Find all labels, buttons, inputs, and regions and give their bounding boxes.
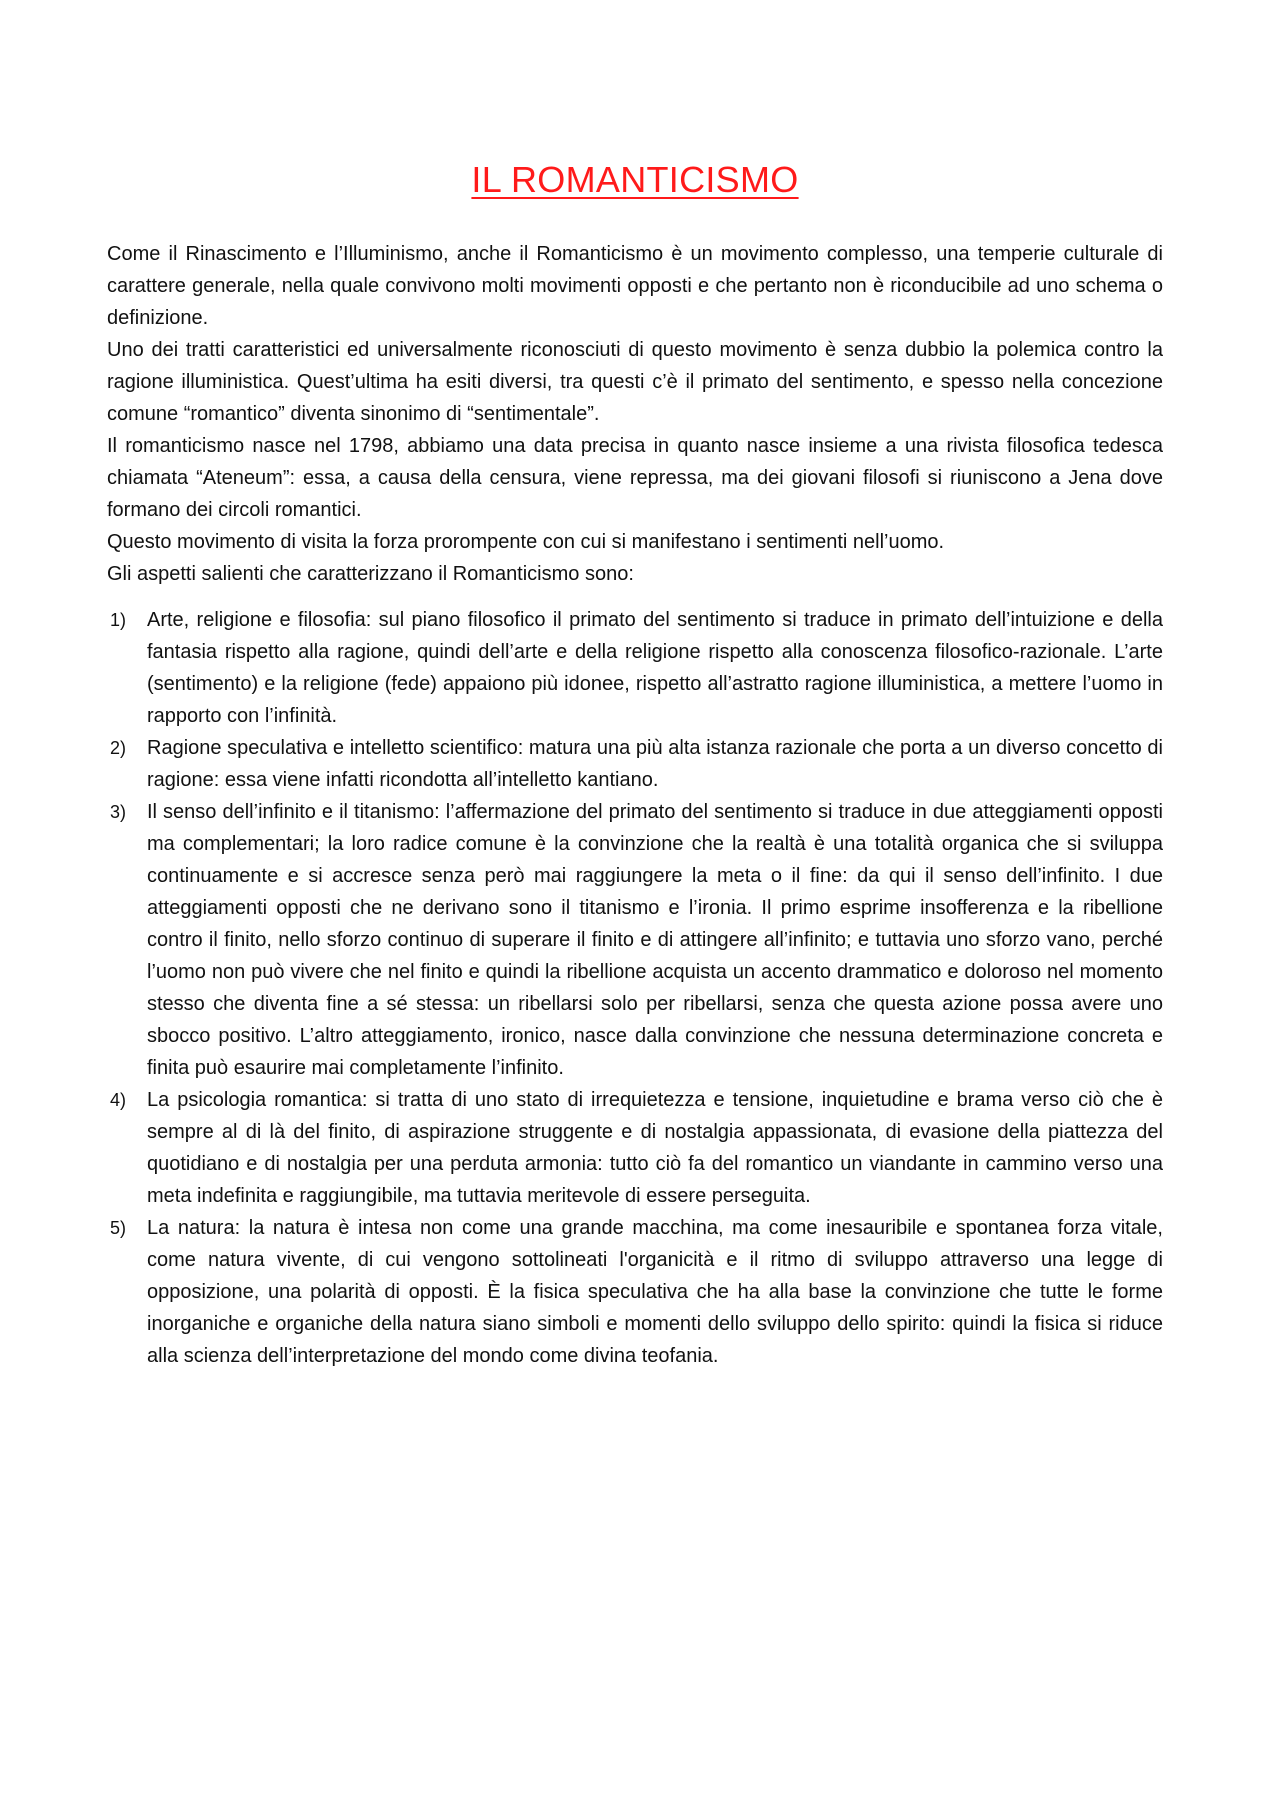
- list-item-number: 1): [110, 610, 127, 630]
- intro-paragraph-1: Come il Rinascimento e l’Illuminismo, anche il Romanticismo è un movimento complesso, una temperie culturale di carattere generale, nella quale convivono molti movimenti opposti e che pertanto non è riconducibile ad uno schema o definizione.: [107, 243, 1163, 329]
- document-title: [107, 0, 1163, 202]
- intro-paragraph-4: Questo movimento di visita la forza prorompente con cui si manifestano i sentimenti nell’uomo.: [107, 531, 945, 553]
- document-page: [107, 0, 1163, 1372]
- list-item-number: 3): [110, 802, 127, 822]
- intro-section: [107, 238, 1163, 590]
- intro-paragraph-3: Il romanticismo nasce nel 1798, abbiamo una data precisa in quanto nasce insieme a una rivista filosofica tedesca chiamata “Ateneum”: essa, a causa della censura, viene repressa, ma dei giovani filosofi si riuniscono a Jena dove formano dei circoli romantici.: [107, 435, 1163, 521]
- document-title-text: IL ROMANTICISMO: [471, 159, 799, 200]
- list-item-number: 4): [110, 1090, 127, 1110]
- list-item: [107, 732, 1163, 796]
- list-item: [107, 1212, 1163, 1372]
- list-item-text: La natura: la natura è intesa non come una grande macchina, ma come inesauribile e spontanea forza vitale, come natura vivente, di cui vengono sottolineati l'organicità e il ritmo di sviluppo attraverso una legge di opposizione, una polarità di opposti. È la fisica speculativa che ha alla base la convinzione che tutte le forme inorganiche e organiche della natura siano simboli e momenti dello sviluppo dello spirito: quindi la fisica si riduce alla scienza dell’interpretazione del mondo come divina teofania.: [147, 1217, 1163, 1367]
- list-item-number: 2): [110, 738, 127, 758]
- list-item-text: La psicologia romantica: si tratta di uno stato di irrequietezza e tensione, inquietudine e brama verso ciò che è sempre al di là del finito, di aspirazione struggente e di nostalgia appassionata, di evasione della piattezza del quotidiano e di nostalgia per una perduta armonia: tutto ciò fa del romantico un viandante in cammino verso una meta indefinita e raggiungibile, ma tuttavia meritevole di essere perseguita.: [147, 1089, 1163, 1207]
- intro-paragraph-2: Uno dei tratti caratteristici ed universalmente riconosciuti di questo movimento è senza dubbio la polemica contro la ragione illuministica. Quest’ultima ha esiti diversi, tra questi c’è il primato del sentimento, e spesso nella concezione comune “romantico” diventa sinonimo di “sentimentale”.: [107, 339, 1163, 425]
- aspects-list: [107, 604, 1163, 1372]
- intro-paragraph-5: Gli aspetti salienti che caratterizzano il Romanticismo sono:: [107, 563, 634, 585]
- list-item-text: Il senso dell’infinito e il titanismo: l’affermazione del primato del sentimento si traduce in due atteggiamenti opposti ma complementari; la loro radice comune è la convinzione che la realtà è una totalità organica che si sviluppa continuamente e si accresce senza però mai raggiungere la meta o il fine: da qui il senso dell’infinito. I due atteggiamenti opposti che ne derivano sono il titanismo e l’ironia. Il primo esprime insofferenza e la ribellione contro il finito, nello sforzo continuo di superare il finito e di attingere all’infinito; e tuttavia uno sforzo vano, perché l’uomo non può vivere che nel finito e quindi la ribellione acquista un accento drammatico e doloroso nel momento stesso che diventa fine a sé stessa: un ribellarsi solo per ribellarsi, senza che questa azione possa avere uno sbocco positivo. L’altro atteggiamento, ironico, nasce dalla convinzione che nessuna determinazione concreta e finita può esaurire mai completamente l’infinito.: [147, 801, 1163, 1079]
- list-item: [107, 1084, 1163, 1212]
- list-item: [107, 604, 1163, 732]
- list-item-text: Arte, religione e filosofia: sul piano filosofico il primato del sentimento si traduce in primato dell’intuizione e della fantasia rispetto alla ragione, quindi dell’arte e della religione rispetto alla conoscenza filosofico-razionale. L’arte (sentimento) e la religione (fede) appaiono più idonee, rispetto all’astratto ragione illuministica, a mettere l’uomo in rapporto con l’infinità.: [147, 609, 1163, 727]
- list-item: [107, 796, 1163, 1084]
- list-item-text: Ragione speculativa e intelletto scientifico: matura una più alta istanza razionale che porta a un diverso concetto di ragione: essa viene infatti ricondotta all’intelletto kantiano.: [147, 737, 1163, 791]
- list-item-number: 5): [110, 1218, 127, 1238]
